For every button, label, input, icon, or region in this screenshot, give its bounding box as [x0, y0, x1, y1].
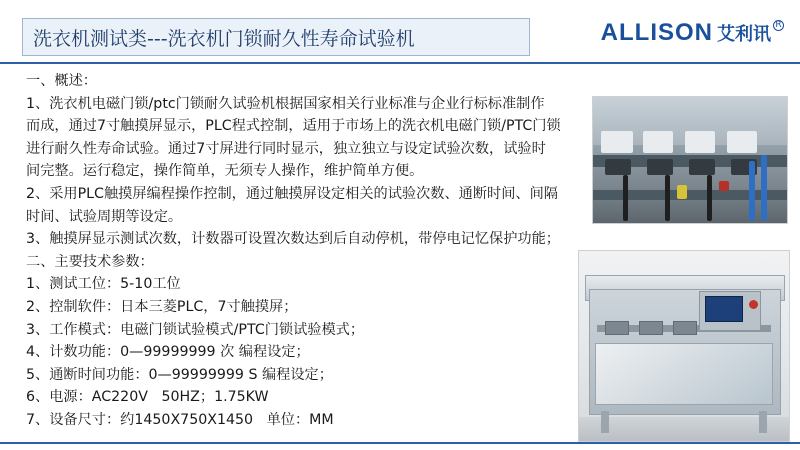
touch-screen: [705, 296, 743, 322]
emergency-stop-button: [749, 300, 758, 309]
page-title: 洗衣机测试类---洗衣机门锁耐久性寿命试验机: [33, 27, 415, 50]
text-line: 进行耐久性寿命试验。通过7寸屏进行同时显示，独立独立与设定试验次数，试验时: [26, 140, 546, 157]
text-line: 5、通断时间功能：0—99999999 S 编程设定；: [26, 366, 333, 383]
header-divider: [0, 62, 800, 64]
text-line: 1、测试工位：5-10工位: [26, 276, 181, 293]
text-line: 3、触摸屏显示测试次数，计数器可设置次数达到后自动停机，带停电记忆保护功能；: [26, 231, 560, 248]
text-line: 3、工作模式：电磁门锁试验模式/PTC门锁试验模式；: [26, 321, 365, 338]
photo-cable-blue: [749, 161, 755, 221]
logo-text-en: ALLISON: [600, 19, 713, 46]
text-line: 1、洗衣机电磁门锁/ptc门锁耐久试验机根据国家相关行业标准与企业行标标准制作: [26, 95, 545, 112]
photo-cable: [665, 175, 670, 221]
machine-leg: [601, 411, 609, 433]
photo-cable: [623, 175, 628, 221]
footer-divider: [0, 442, 800, 444]
photo-fixture: [685, 131, 715, 153]
machine-window: [595, 343, 773, 405]
photo-fixture: [727, 131, 757, 153]
text-line: 2、采用PLC触摸屏编程操作控制，通过触摸屏设定相关的试验次数、通断时间、间隔: [26, 185, 558, 202]
text-line: 7、设备尺寸：约1450X750X1450 单位：MM: [26, 411, 334, 428]
text-line: 而成，通过7寸触摸屏显示，PLC程式控制，适用于市场上的洗衣机电磁门锁/PTC门锁: [26, 118, 561, 135]
photo-indicator-red: [719, 181, 729, 191]
photo-cable-blue: [761, 155, 767, 221]
text-line: 间完整。运行稳定，操作简单，无须专人操作，维护简单方便。: [26, 163, 424, 180]
photo-clamp: [605, 159, 631, 175]
photo-fixture: [643, 131, 673, 153]
machine-fixture: [639, 321, 663, 335]
photo-cable: [707, 175, 712, 221]
registered-trademark-icon: R: [773, 20, 784, 31]
door-lock-fixture-photo: [592, 96, 788, 224]
photo-fixture: [601, 131, 633, 153]
photo-clamp: [647, 159, 673, 175]
text-line: 6、电源：AC220V 50HZ；1.75KW: [26, 389, 269, 406]
photo-indicator-yellow: [677, 185, 687, 199]
photo-clamp: [689, 159, 715, 175]
text-line: 一、概述：: [26, 73, 97, 89]
logo-text-cn: 艾利讯: [717, 24, 771, 45]
text-line: 时间、试验周期等设定。: [26, 208, 183, 225]
machine-fixture: [605, 321, 629, 335]
page-title-box: [22, 18, 530, 56]
machine-leg: [759, 411, 767, 433]
text-line: 二、主要技术参数：: [26, 253, 154, 270]
machine-fixture: [673, 321, 697, 335]
text-line: 4、计数功能：0—99999999 次 编程设定；: [26, 344, 310, 361]
photo-floor: [579, 417, 789, 441]
company-logo: [584, 12, 784, 54]
test-machine-photo: [578, 250, 790, 442]
description-body: [26, 70, 586, 432]
text-line: 2、控制软件：日本三菱PLC，7寸触摸屏；: [26, 298, 298, 315]
